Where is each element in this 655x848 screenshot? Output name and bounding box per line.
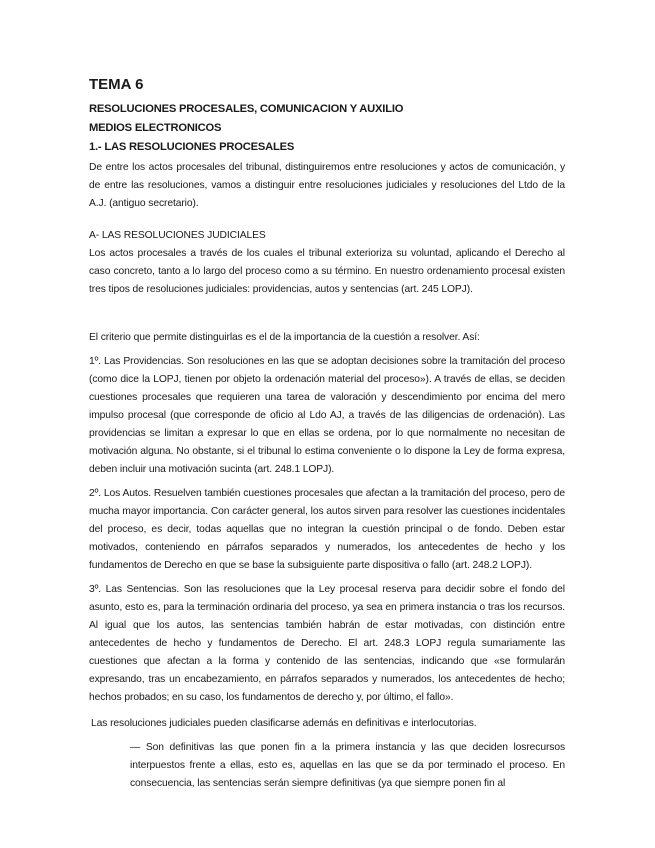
paragraph-resoluciones-judiciales: Los actos procesales a través de los cuales el tribunal exterioriza su voluntad, aplicando el Derecho al caso concreto, tanto a lo largo del proceso como a su término. En nuestro ordenamiento procesal existen tres tipos de resoluciones judiciales: providencias, autos y sentencias (art. 245 LOPJ).	[89, 248, 565, 295]
clasificacion-paragraph: Las resoluciones judiciales pueden clasificarse además en definitivas e interlocutorias.	[91, 718, 477, 729]
definitivas-paragraph: — Son definitivas las que ponen fin a la primera instancia y las que deciden losrecursos interpuestos frente a ellas, esto es, aquellas en las que se da por terminado el proceso. En consecuencia, las sentencias serán siempre definitivas (ya que siempre ponen fin al	[130, 742, 565, 789]
criterio-paragraph: El criterio que permite distinguirlas es el de la importancia de la cuestión a resolver. Así:	[89, 332, 480, 343]
intro-paragraph: De entre los actos procesales del tribunal, distinguiremos entre resoluciones y actos de comunicación, y de entre las resoluciones, vamos a distinguir entre resoluciones judiciales y resoluciones del Ltdo de la A.J. (antiguo secretario).	[89, 162, 565, 209]
document-title: TEMA 6	[89, 76, 144, 93]
document-page	[89, 76, 565, 793]
item-autos: 2º. Los Autos. Resuelven también cuestiones procesales que afectan a la tramitación del proceso, pero de mucha mayor importancia. Con carácter general, los autos sirven para resolver las cuestiones incidentales del proceso, es decir, todas aquellas que no integran la cuestión principal o de fondo. Deben estar motivados, conteniendo en párrafos separados y numerados, los antecedentes de hecho y los fundamentos de Derecho en que se base la subsiguiente parte dispositiva o fallo (art. 248.2 LOPJ).	[89, 488, 565, 571]
item-providencias: 1º. Las Providencias. Son resoluciones en las que se adoptan decisiones sobre la tramitación del proceso (como dice la LOPJ, tienen por objeto la ordenación material del proceso»). A través de ellas, se deciden cuestiones procesales que requieren una tarea de valoración y descendimiento por encima del mero impulso procesal (que corresponde de oficio al Ldo AJ, a través de las diligencias de ordenación). Las providencias se limitan a expresar lo que en ellas se ordena, por lo que normalmente no necesitan de motivación alguna. No obstante, si el tribunal lo estima conveniente o lo dispone la Ley de forma expresa, deben incluir una motivación sucinta (art. 248.1 LOPJ).	[89, 356, 565, 475]
subsection-heading-a: A- LAS RESOLUCIONES JUDICIALES	[89, 230, 266, 241]
document-subtitle-1: RESOLUCIONES PROCESALES, COMUNICACION Y AUXILIO	[89, 103, 404, 115]
item-sentencias: 3º. Las Sentencias. Son las resoluciones que la Ley procesal reserva para decidir sobre el fondo del asunto, esto es, para la terminación ordinaria del proceso, ya sea en primera instancia o tras los recursos. Al igual que los autos, las sentencias también habrán de estar motivadas, con distinción entre antecedentes de hecho y fundamentos de Derecho. El art. 248.3 LOPJ regula sumariamente las cuestiones que afectan a la forma y contenido de las sentencias, indicando que «se formularán expresando, tras un encabezamiento, en párrafos separados y numerados, los antecedentes de hecho; hechos probados; en su caso, los fundamentos de derecho y, por último, el fallo».	[89, 584, 565, 703]
document-subtitle-2: MEDIOS ELECTRONICOS	[89, 122, 222, 134]
section-heading-1: 1.- LAS RESOLUCIONES PROCESALES	[89, 141, 295, 153]
